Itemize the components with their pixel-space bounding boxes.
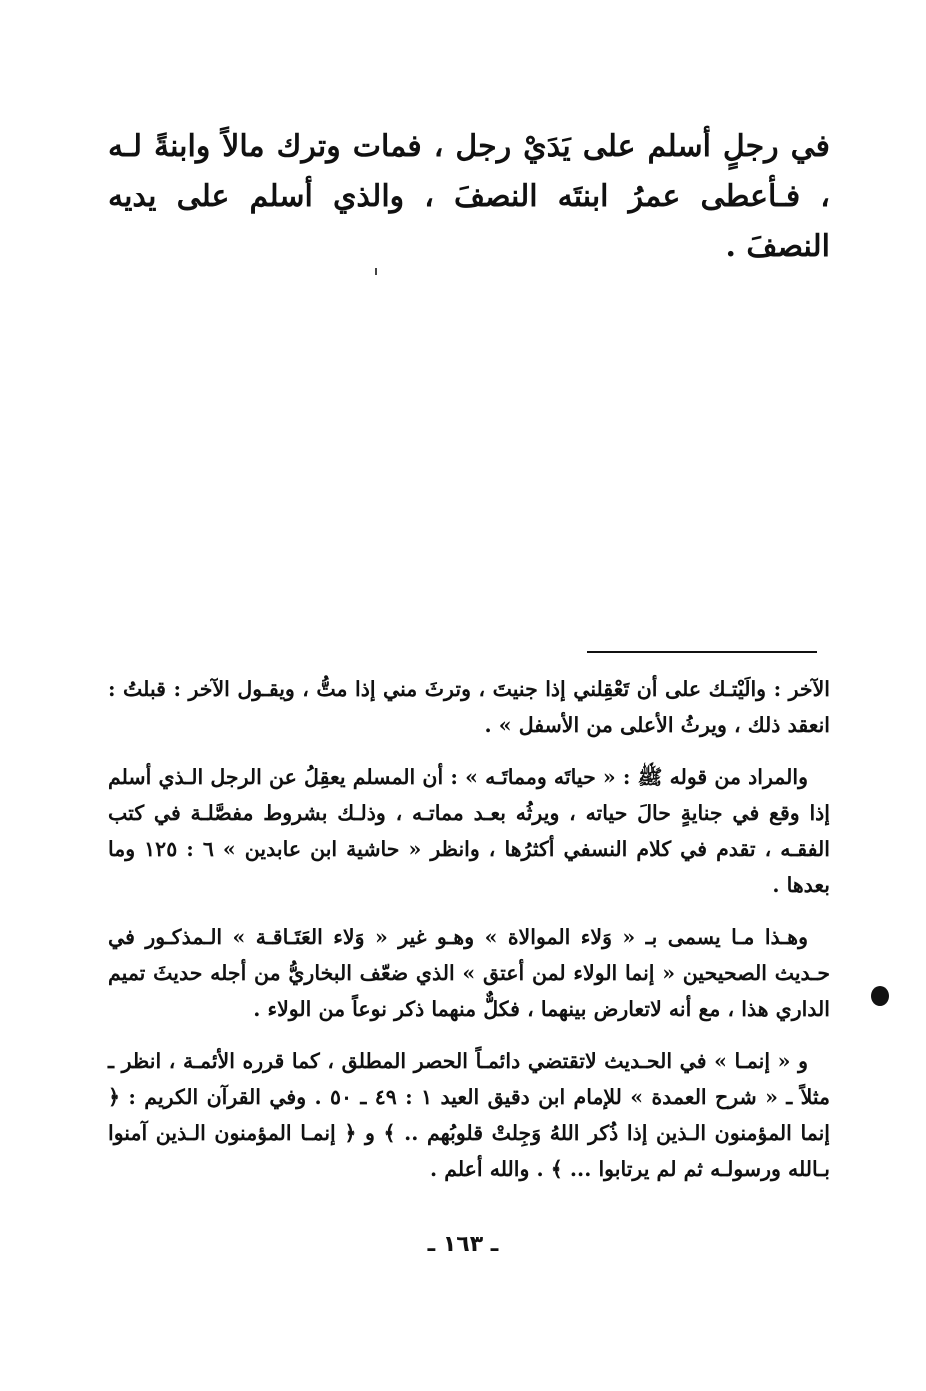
footnote-paragraph: الآخر : والَيْتـك على أن تَعْقِلني إذا جنيتَ ، وترثَ مني إذا متُّ ، ويقـول الآخر : قبلتُ : انعقد ذلك ، ويرثُ الأعلى من الأسفل » . (108, 677, 830, 737)
footnote-paragraph: وهـذا مـا يسمى بـ « وَلاء الموالاة » وهـو غير « وَلاء العَتَـاقـة » الـمذكـور في حـديث الصحيحين « إنما الولاء لمن أعتق » الذي ضعّف البخاريُّ من أجله حديثَ تميم الداري هذا ، مع أنه لاتعارض بينهما ، فكلٌّ منهما ذكر نوعاً من الولاء . (108, 925, 830, 1021)
main-paragraph: في رجلٍ أسلم على يَدَيْ رجل ، فمات وترك مالاً وابنةً لـه ، فـأعطى عمرُ ابنتَه النصفَ ، والذي أسلم على يديه النصفَ . (108, 129, 830, 264)
stray-ink-mark (375, 268, 377, 275)
footnotes-block (108, 671, 830, 1203)
footnote-paragraph: و « إنمـا » في الحـديث لاتقتضي دائمـاً الحصر المطلق ، كما قرره الأئمـة ، انظر ـ مثلاً ـ « شرح العمدة » للإمام ابن دقيق العيد ١ : ٤٩ ـ ٥٠ . وفي القرآن الكريم : ﴿ إنما المؤمنون الـذين إذا ذُكر اللهُ وَجِلتْ قلوبُهم .. ﴾ و ﴿ إنمـا المؤمنون الـذين آمنوا بـالله ورسولـه ثم لم يرتابوا ... ﴾ . والله أعلم . (108, 1049, 831, 1181)
footnote-separator (587, 651, 817, 653)
footnote-paragraph: والمراد من قوله ﷺ : « حياتَه ومماتَـه » : أن المسلم يعقِلُ عن الرجل الـذي أسلم إذا وقع في جنايةٍ حالَ حياته ، ويرثُه بعـد مماتـه ، وذلـك بشروط مفصَّلـة في كتب الفقـه ، تقدم في كلام النسفي أكثرُها ، وانظر « حاشية ابن عابدين » ٦ : ١٢٥ وما بعدها . (108, 765, 830, 897)
main-text-block (108, 122, 830, 272)
margin-ink-dot (871, 986, 889, 1006)
page-number: ـ ١٦٣ ـ (427, 1232, 499, 1257)
